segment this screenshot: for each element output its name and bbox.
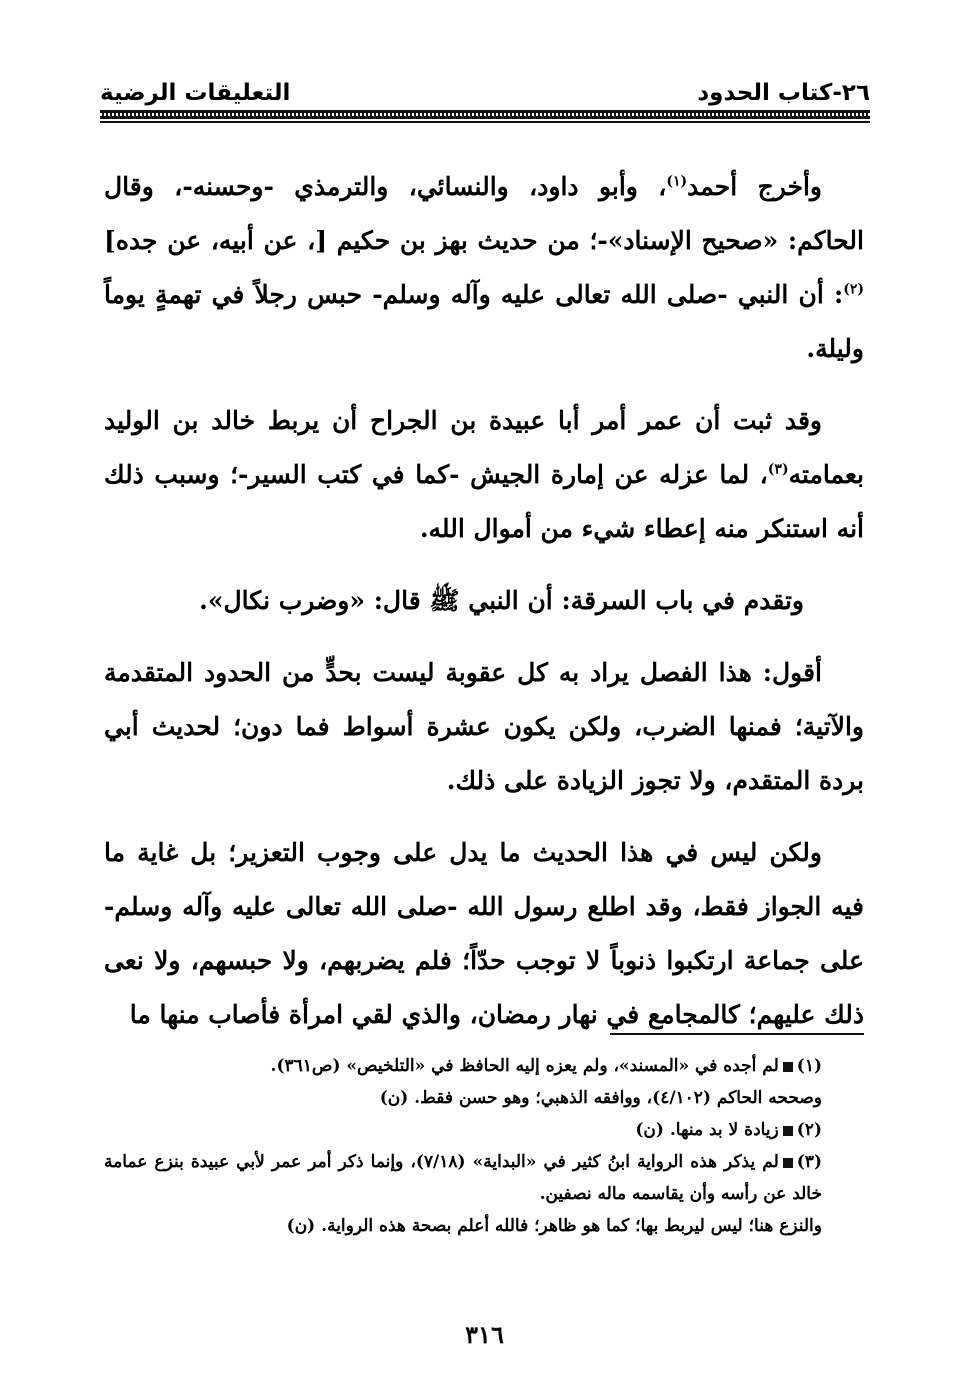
editor-badge: (ن) <box>379 1088 409 1108</box>
footnote-3-note <box>104 1210 864 1242</box>
footnote-3-number: (٣) <box>796 1152 822 1172</box>
paragraph-1-part-1: وأخرج أحمد <box>687 172 822 201</box>
paragraph-2 <box>104 394 864 556</box>
chapter-title: ٢٦-كتاب الحدود <box>697 80 870 106</box>
footnote-ref-2: (٢) <box>843 281 864 298</box>
page-number: ٣١٦ <box>465 1320 504 1349</box>
footnote-separator <box>610 1033 864 1035</box>
footnote-1 <box>104 1050 864 1082</box>
footnote-2-text: زيادة لا بد منها. <box>669 1120 779 1140</box>
paragraph-1-part-3: : أن النبي -صلى الله تعالى عليه وآله وسلم- حبس رجلاً في تهمةٍ يوماً وليلة. <box>104 280 864 363</box>
paragraph-4: أقول: هذا الفصل يراد به كل عقوبة ليست بحدٍّ من الحدود المتقدمة والآتية؛ فمنها الضرب، ولكن يكون عشرة أسواط فما دون؛ لحديث أبي بردة المتقدم، ولا تجوز الزيادة على ذلك. <box>104 658 864 795</box>
book-title: التعليقات الرضية <box>100 80 291 106</box>
footnote-1-note-text: وصححه الحاكم (٤/١٠٢)، ووافقه الذهبي؛ وهو حسن فقط. <box>414 1088 822 1108</box>
paragraph-5: ولكن ليس في هذا الحديث ما يدل على وجوب التعزير؛ بل غاية ما فيه الجواز فقط، وقد اطلع رسول الله -صلى الله تعالى عليه وآله وسلم- على جماعة ارتكبوا ذنوباً لا توجب حدّاً؛ فلم يضربهم، ولا حبسهم، ولا نعى ذلك عليهم؛ كالمجامع في نهار رمضان، والذي لقي امرأة فأصاب منها ما <box>104 838 864 1029</box>
footnote-2-number: (٢) <box>796 1120 822 1140</box>
paragraph-2-part-2: ، لما عزله عن إمارة الجيش -كما في كتب السير-؛ وسبب ذلك أنه استنكر منه إعطاء شيء من أموال الله. <box>104 460 864 543</box>
footnote-1-note <box>104 1082 864 1114</box>
square-marker-icon <box>783 1126 793 1136</box>
paragraph-2-part-1: وقد ثبت أن عمر أمر أبا عبيدة بن الجراح أن يربط خالد بن الوليد بعمامته <box>104 406 864 489</box>
footnote-2 <box>104 1114 864 1146</box>
footnote-ref-1: (١) <box>666 173 688 190</box>
footnote-ref-3: (٣) <box>767 461 789 478</box>
footnote-1-number: (١) <box>796 1056 822 1076</box>
running-header <box>100 74 870 108</box>
square-marker-icon <box>783 1062 793 1072</box>
paragraph-1-part-2: ، وأبو داود، والنسائي، والترمذي -وحسنه-، وقال الحاكم: «صحيح الإسناد»-؛ من حديث بهز بن حكيم [، عن أبيه، عن جده] <box>104 172 864 255</box>
footnote-3 <box>104 1146 864 1210</box>
footnote-3-text: لم يذكر هذه الرواية ابنُ كثير في «البداية» (٧/١٨)، وإنما ذكر أمر عمر لأبي عبيدة بنزع عمامة خالد عن رأسه وأن يقاسمه ماله نصفين. <box>104 1152 822 1204</box>
main-text <box>104 160 864 1060</box>
editor-badge: (ن) <box>635 1120 664 1140</box>
square-marker-icon <box>783 1158 793 1168</box>
footnote-1-text: لم أجده في «المسند»، ولم يعزه إليه الحافظ في «التلخيص» (ص٣٦١). <box>270 1056 779 1076</box>
paragraph-1 <box>104 160 864 376</box>
header-rule-hatch <box>100 113 870 116</box>
paragraph-3: وتقدم في باب السرقة: أن النبي ﷺ قال: «وضرب نكال». <box>199 586 804 615</box>
footnote-3-note-text: والنزع هنا؛ ليس ليربط بها؛ كما هو ظاهر؛ فالله أعلم بصحة هذه الرواية. <box>321 1216 822 1236</box>
editor-badge: (ن) <box>286 1216 316 1236</box>
header-rule-thin <box>100 121 870 123</box>
footnotes <box>104 1050 864 1242</box>
